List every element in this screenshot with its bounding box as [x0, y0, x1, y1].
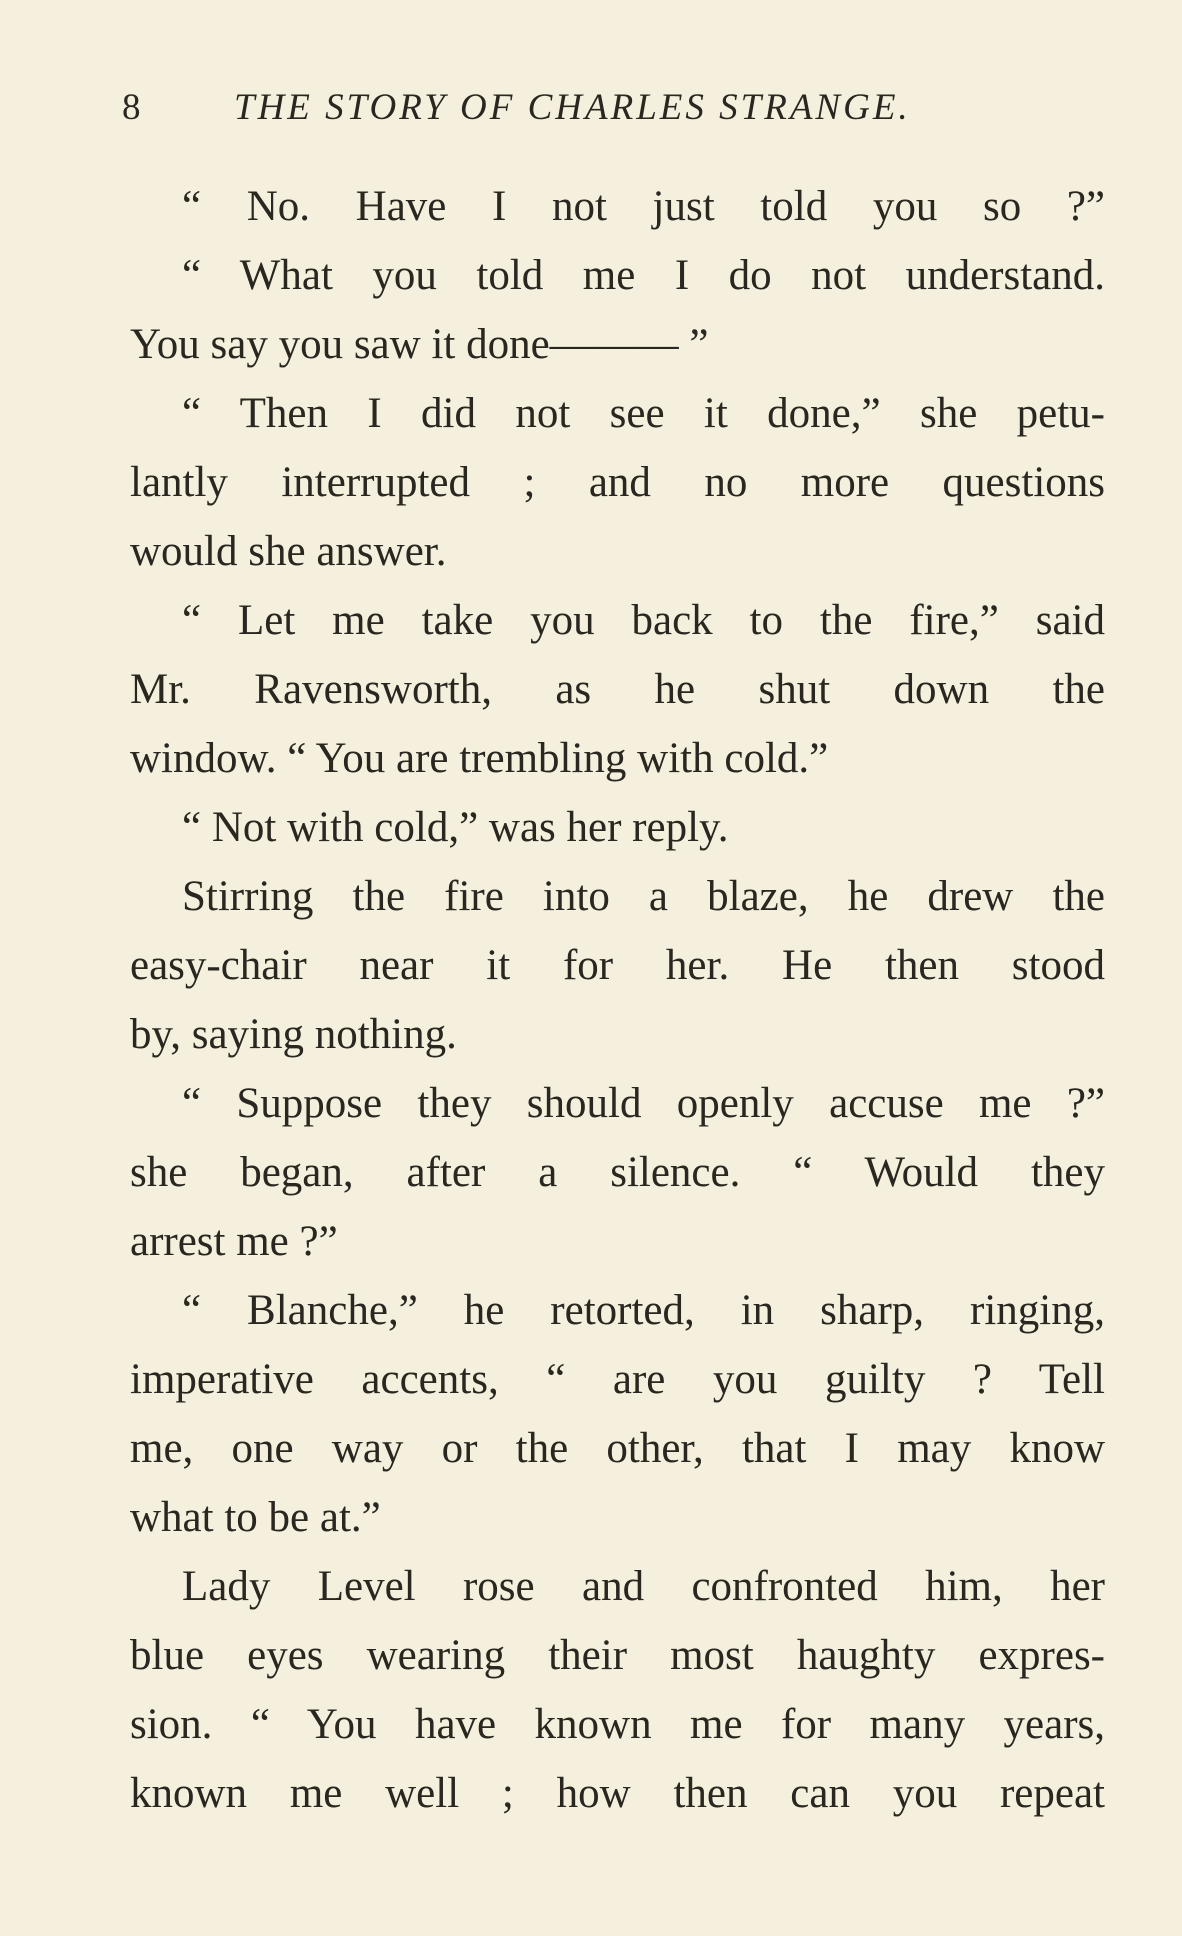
body-text	[130, 172, 1105, 1828]
text-line: window. “ You are trembling with cold.”	[130, 735, 829, 782]
running-head	[122, 86, 982, 136]
text-line: me, one way or the other, that I may know	[130, 1425, 1105, 1472]
text-line: she began, after a silence. “ Would they	[130, 1149, 1105, 1196]
text-line: known me well ; how then can you repeat	[130, 1770, 1105, 1817]
text-line: blue eyes wearing their most haughty expres-	[130, 1632, 1105, 1679]
text-line: by, saying nothing.	[130, 1011, 457, 1058]
text-line: Stirring the fire into a blaze, he drew the	[182, 873, 1105, 920]
text-line: “ Let me take you back to the fire,” said	[182, 597, 1105, 644]
page-number: 8	[122, 87, 143, 128]
text-line: Lady Level rose and confronted him, her	[182, 1563, 1105, 1610]
text-line: Mr. Ravensworth, as he shut down the	[130, 666, 1105, 713]
text-line: what to be at.”	[130, 1494, 381, 1541]
text-line: “ Suppose they should openly accuse me ?”	[182, 1080, 1105, 1127]
text-line: easy-chair near it for her. He then stood	[130, 942, 1105, 989]
text-line: imperative accents, “ are you guilty ? Tell	[130, 1356, 1105, 1403]
text-line: You say you saw it done——— ”	[130, 321, 709, 368]
text-line: “ Then I did not see it done,” she petu-	[182, 390, 1105, 437]
running-title: THE STORY OF CHARLES STRANGE.	[234, 87, 911, 128]
text-line: “ What you told me I do not understand.	[182, 252, 1105, 299]
text-line: lantly interrupted ; and no more questions	[130, 459, 1105, 506]
text-line: would she answer.	[130, 528, 447, 575]
text-line: sion. “ You have known me for many years,	[130, 1701, 1105, 1748]
text-line: “ Blanche,” he retorted, in sharp, ringing,	[182, 1287, 1105, 1334]
text-line: “ No. Have I not just told you so ?”	[182, 183, 1105, 230]
text-line: “ Not with cold,” was her reply.	[182, 804, 729, 851]
text-line: arrest me ?”	[130, 1218, 338, 1265]
